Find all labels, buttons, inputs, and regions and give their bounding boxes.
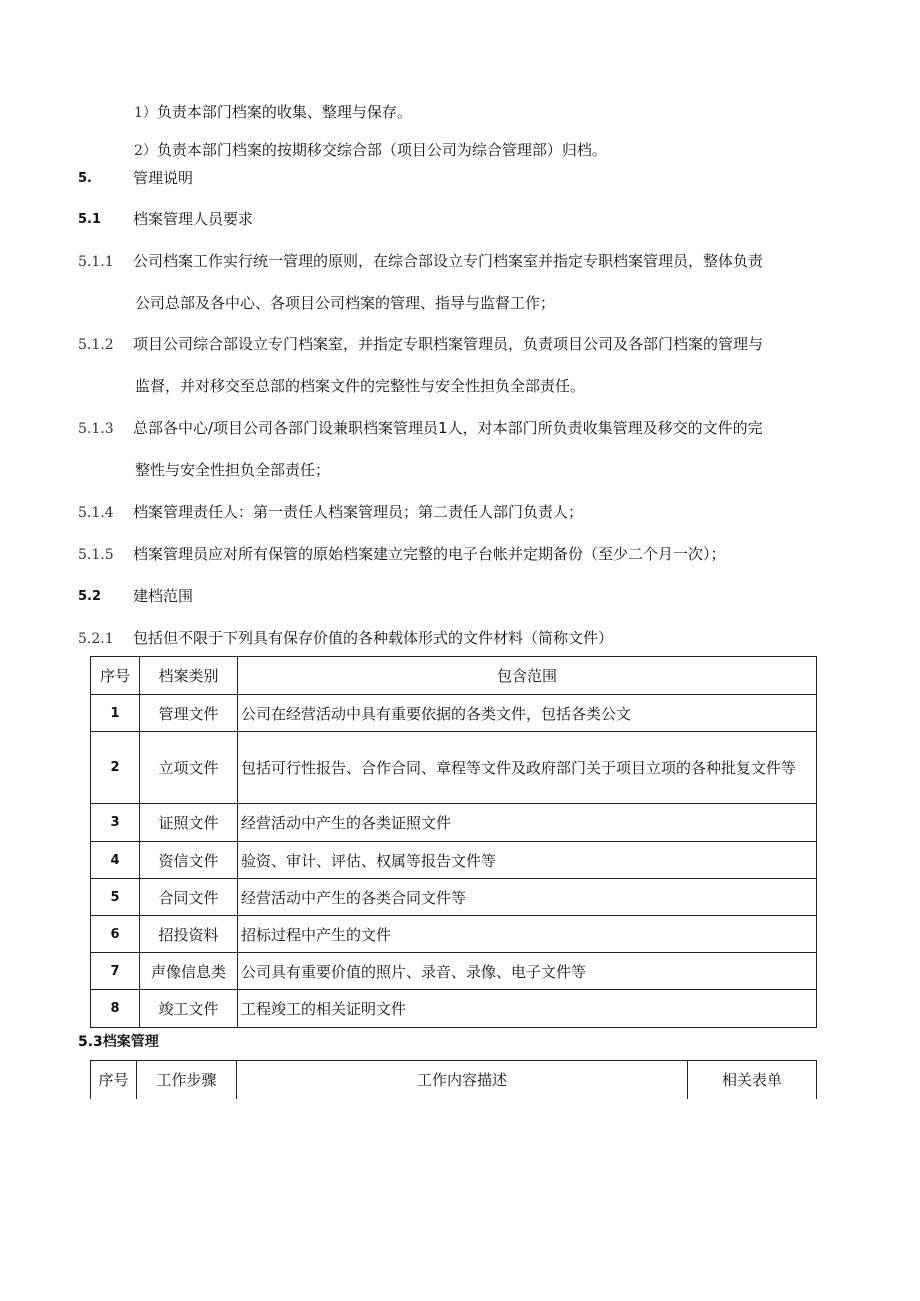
row-scope: 包括可行性报告、合作合同、章程等文件及政府部门关于项目立项的各种批复文件等 xyxy=(238,732,817,804)
table-row xyxy=(91,732,817,804)
row-category: 证照文件 xyxy=(140,804,238,842)
row-scope: 经营活动中产生的各类证照文件 xyxy=(238,804,817,842)
row-scope: 招标过程中产生的文件 xyxy=(238,916,817,953)
item-number: 5.1.2 xyxy=(78,337,114,353)
duty-item xyxy=(134,140,607,161)
row-category: 声像信息类 xyxy=(140,953,238,990)
header-cell: 档案类别 xyxy=(140,657,238,695)
section-title: 管理说明 xyxy=(133,169,194,187)
table-row xyxy=(91,842,817,879)
item-number: 5.1.3 xyxy=(78,421,114,437)
duty-number: 1） xyxy=(134,105,157,121)
table-row xyxy=(91,695,817,732)
item-number: 5.2.1 xyxy=(78,631,114,647)
table-row xyxy=(91,916,817,953)
item-text-continued: 公司总部及各中心、各项目公司档案的管理、指导与监督工作； xyxy=(135,294,556,312)
item-text: 档案管理责任人：第一责任人档案管理员；第二责任人部门负责人； xyxy=(133,503,584,521)
item-text: 公司档案工作实行统一管理的原则，在综合部设立专门档案室并指定专职档案管理员，整体负责 xyxy=(133,252,764,270)
row-number: 7 xyxy=(91,953,140,990)
item-number: 5.1.1 xyxy=(78,254,114,270)
duty-item xyxy=(134,102,412,123)
item-text: 总部各中心/项目公司各部门设兼职档案管理员1人，对本部门所负责收集管理及移交的文件的完 xyxy=(133,419,763,437)
row-scope: 公司在经营活动中具有重要依据的各类文件，包括各类公文 xyxy=(238,695,817,732)
item-text-continued: 监督，并对移交至总部的档案文件的完整性与安全性担负全部责任。 xyxy=(135,377,586,395)
row-scope: 验资、审计、评估、权属等报告文件等 xyxy=(238,842,817,879)
archive-scope-table xyxy=(90,656,817,1028)
row-number: 4 xyxy=(91,842,140,879)
row-number: 8 xyxy=(91,990,140,1028)
item-text: 档案管理员应对所有保管的原始档案建立完整的电子台帐并定期备份（至少二个月一次）； xyxy=(133,545,726,563)
row-number: 3 xyxy=(91,804,140,842)
header-cell: 相关表单 xyxy=(688,1061,817,1099)
table-header-row xyxy=(91,1061,817,1099)
item-number: 5.1.5 xyxy=(78,547,114,563)
item-text: 包括但不限于下列具有保存价值的各种载体形式的文件材料（简称文件） xyxy=(133,629,614,647)
item-text-continued: 整性与安全性担负全部责任； xyxy=(135,461,331,479)
header-cell: 序号 xyxy=(91,657,140,695)
header-cell: 包含范围 xyxy=(238,657,817,695)
row-category: 招投资料 xyxy=(140,916,238,953)
row-scope: 工程竣工的相关证明文件 xyxy=(238,990,817,1028)
duty-number: 2） xyxy=(134,143,157,159)
table-row xyxy=(91,879,817,916)
row-number: 6 xyxy=(91,916,140,953)
row-number: 1 xyxy=(91,695,140,732)
section-number: 5. xyxy=(78,171,92,186)
row-scope: 经营活动中产生的各类合同文件等 xyxy=(238,879,817,916)
row-category: 竣工文件 xyxy=(140,990,238,1028)
header-cell: 序号 xyxy=(91,1061,137,1099)
item-number: 5.1.4 xyxy=(78,505,114,521)
row-scope: 公司具有重要价值的照片、录音、录像、电子文件等 xyxy=(238,953,817,990)
row-category: 立项文件 xyxy=(140,732,238,804)
table-row xyxy=(91,990,817,1028)
archive-management-table xyxy=(90,1060,817,1099)
duty-text: 负责本部门档案的按期移交综合部（项目公司为综合管理部）归档。 xyxy=(156,141,607,159)
table-row xyxy=(91,953,817,990)
header-cell: 工作内容描述 xyxy=(237,1061,688,1099)
row-category: 资信文件 xyxy=(140,842,238,879)
row-number: 2 xyxy=(91,732,140,804)
header-cell: 工作步骤 xyxy=(137,1061,237,1099)
row-category: 合同文件 xyxy=(140,879,238,916)
section-title: 档案管理人员要求 xyxy=(133,210,254,228)
duty-text: 负责本部门档案的收集、整理与保存。 xyxy=(156,103,412,121)
section-title: 建档范围 xyxy=(133,587,194,605)
section-title: 5.3档案管理 xyxy=(78,1034,159,1050)
row-category: 管理文件 xyxy=(140,695,238,732)
row-number: 5 xyxy=(91,879,140,916)
section-number: 5.2 xyxy=(78,589,102,604)
section-number: 5.1 xyxy=(78,212,102,227)
table-row xyxy=(91,804,817,842)
item-text: 项目公司综合部设立专门档案室，并指定专职档案管理员，负责项目公司及各部门档案的管理与 xyxy=(133,335,764,353)
table-header-row xyxy=(91,657,817,695)
